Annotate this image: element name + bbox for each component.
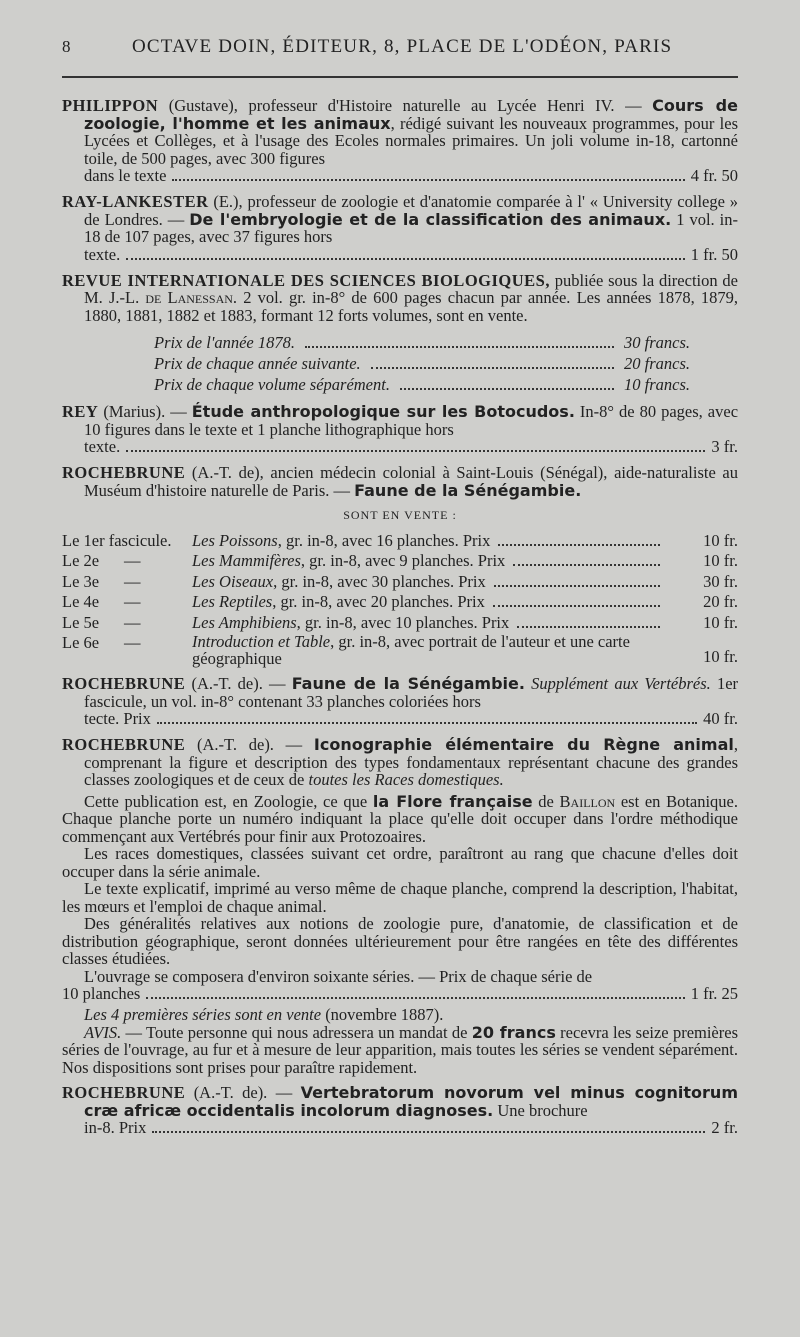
description-paragraph: Le texte explicatif, imprimé au verso même de chaque planche, comprend la description, l'habitat, les mœurs et l'emploi de chaque animal. xyxy=(62,879,738,916)
entry-author: RAY-LANKESTER xyxy=(62,192,209,211)
price-row: Prix de chaque année suivante. 20 francs. xyxy=(154,354,690,373)
entry-title: Faune de la Sénégambie. xyxy=(354,480,582,500)
entry-price: 4 fr. 50 xyxy=(690,166,738,185)
entry-rochebrune-iconographie: ROCHEBRUNE (A.-T. de). — Iconographie élémentaire du Règne animal, comprenant la figure et description des types fondamentaux représentant chacune des grandes classes zoologiques et de ceux de toutes les Races domestiques. xyxy=(62,735,738,789)
page-header xyxy=(62,38,738,78)
entry-ray-lankester: RAY-LANKESTER (E.), professeur de zoologie et d'anatomie comparée à l' « University college » de Londres. — De l'embryologie et de la classification des animaux. 1 vol. in-18 de 107 pages, avec 37 figures hors texte. 1 fr. 50 xyxy=(62,192,738,264)
entry-author: ROCHEBRUNE xyxy=(62,674,186,693)
entry-price: 1 fr. 50 xyxy=(690,244,738,264)
entry-title: Étude anthropologique sur les Botocudos. xyxy=(191,402,575,421)
price-row: Prix de l'année 1878. 30 francs. xyxy=(154,333,690,352)
entry-author: REVUE INTERNATIONALE DES SCIENCES BIOLOGIQUES, xyxy=(62,270,550,290)
entry-title: Faune de la Sénégambie. xyxy=(291,674,525,693)
entry-author: ROCHEBRUNE xyxy=(62,463,186,482)
entry-title: Vertebratorum novorum vel minus cognitorum cræ africæ occidentalis incolorum diagnoses. xyxy=(84,1083,738,1120)
entry-title: De l'embryologie et de la classification des animaux. xyxy=(189,209,672,229)
entry-price: 2 fr. xyxy=(711,1118,738,1137)
entry-rochebrune-supplement: ROCHEBRUNE (A.-T. de). — Faune de la Sénégambie. Supplément aux Vertébrés. 1er fascicule, un vol. in-8° contenant 33 planches coloriées hors tecte. Prix 40 fr. xyxy=(62,674,739,728)
entry-philippon: PHILIPPON (Gustave), professeur d'Histoire naturelle au Lycée Henri IV. — Cours de zoologie, l'homme et les animaux, rédigé suivant les nouveaux programmes, pour les Lycées et Collèges, et à l'usage des Ecoles normales primaires. Un joli volume in-18, cartonné toile, de 500 pages, avec 300 figures dans le texte 4 fr. 50 xyxy=(62,96,738,185)
entry-author: PHILIPPON xyxy=(62,96,159,115)
price-row: Prix de chaque volume séparément. 10 francs. xyxy=(154,375,690,394)
sont-en-vente-heading: SONT EN VENTE : xyxy=(343,508,457,522)
entry-author: REY xyxy=(62,402,99,421)
fascicule-list: Le 1er fascicule. Les Poissons, gr. in-8, avec 16 planches. Prix 10 fr. Le 2e — Les Mammifères, gr. in-8, avec 9 planches. Prix 10 fr. Le 3e — Les Oiseaux, gr. in-8, avec 30 planches. Prix 30 fr. Le 4e — Les Reptiles, gr. in-8, avec 20 planches. Prix 20 fr. Le 5e — Les Amphibiens, gr. in-8, avec 10 planches. Prix 10 fr. Le 6e — Introduction et Table, gr. in-8, avec portrait de l'auteur et une carte géographique 10 fr. xyxy=(62,530,738,668)
entry-price: 40 fr. xyxy=(703,709,738,728)
entry-title: Iconographie élémentaire du Règne animal xyxy=(313,735,734,754)
header-title: OCTAVE DOIN, ÉDITEUR, 8, PLACE DE L'ODÉON, PARIS xyxy=(132,36,673,57)
entry-rey: REY (Marius). — Étude anthropologique sur les Botocudos. In-8° de 80 pages, avec 10 figures dans le texte et 1 planche lithographique hors texte. 3 fr. xyxy=(62,402,739,456)
entry-author: ROCHEBRUNE xyxy=(62,735,186,754)
description-paragraph: Des généralités relatives aux notions de zoologie pure, d'anatomie, de classification et de distribution géographique, seront données ultérieurement pour être rangées en tête des différentes classes étudiées. xyxy=(62,914,738,968)
description-paragraph: Les races domestiques, classées suivant cet ordre, paraîtront au rang que chacune d'elles doit occuper dans la série animale. xyxy=(62,844,738,881)
fascicule-number: Le 1er fascicule. xyxy=(62,530,172,550)
price-list xyxy=(84,332,738,395)
entry-price: 3 fr. xyxy=(711,437,738,456)
page-number: 8 xyxy=(62,37,72,56)
entry-rochebrune-vertebratorum: ROCHEBRUNE (A.-T. de). — Vertebratorum novorum vel minus cognitorum cræ africæ occidentalis incolorum diagnoses. Une brochure in-8. Prix 2 fr. xyxy=(62,1083,738,1137)
entry-rochebrune-faune: ROCHEBRUNE (A.-T. de), ancien médecin colonial à Saint-Louis (Sénégal), aide-naturaliste au Muséum d'histoire naturelle de Paris. — Faune de la Sénégambie. xyxy=(62,463,738,500)
avis-paragraph: AVIS. — Toute personne qui nous adressera un mandat de 20 francs recevra les seize premières séries de l'ouvrage, au fur et à mesure de leur apparition, mais toutes les séries se vendent séparément. Nos dispositions sont prises pour paraître rapidement. xyxy=(62,1022,738,1077)
description-paragraph: L'ouvrage se composera d'environ soixante séries. — Prix de chaque série de xyxy=(84,966,593,986)
series-price-line: 10 planches 1 fr. 25 xyxy=(62,984,738,1003)
entry-revue: REVUE INTERNATIONALE DES SCIENCES BIOLOGIQUES, publiée sous la direction de M. J.-L. de Lanessan. 2 vol. gr. in-8° de 600 pages chacun par année. Les années 1878, 1879, 1880, 1881, 1882 et 1883, formant 12 forts volumes, sont en vente. Prix de l'année 1878. 30 francs. Prix de chaque année suivante. 20 francs. Prix de chaque volume séparément. 10 francs. xyxy=(62,270,738,394)
entry-price: 1 fr. 25 xyxy=(690,984,738,1003)
entry-title: Cours de zoologie, l'homme et les animaux xyxy=(84,96,738,133)
entry-author: ROCHEBRUNE xyxy=(62,1083,186,1102)
description-paragraph: Cette publication est, en Zoologie, ce que la Flore française de Baillon est en Botanique. Chaque planche porte un numéro indiquant la place qu'elle doit occuper dans l'ordre méthodique commençant aux Vertébrés pour finir aux Protozoaires. xyxy=(62,791,739,846)
availability-note: Les 4 premières séries sont en vente (novembre 1887). xyxy=(84,1005,444,1024)
